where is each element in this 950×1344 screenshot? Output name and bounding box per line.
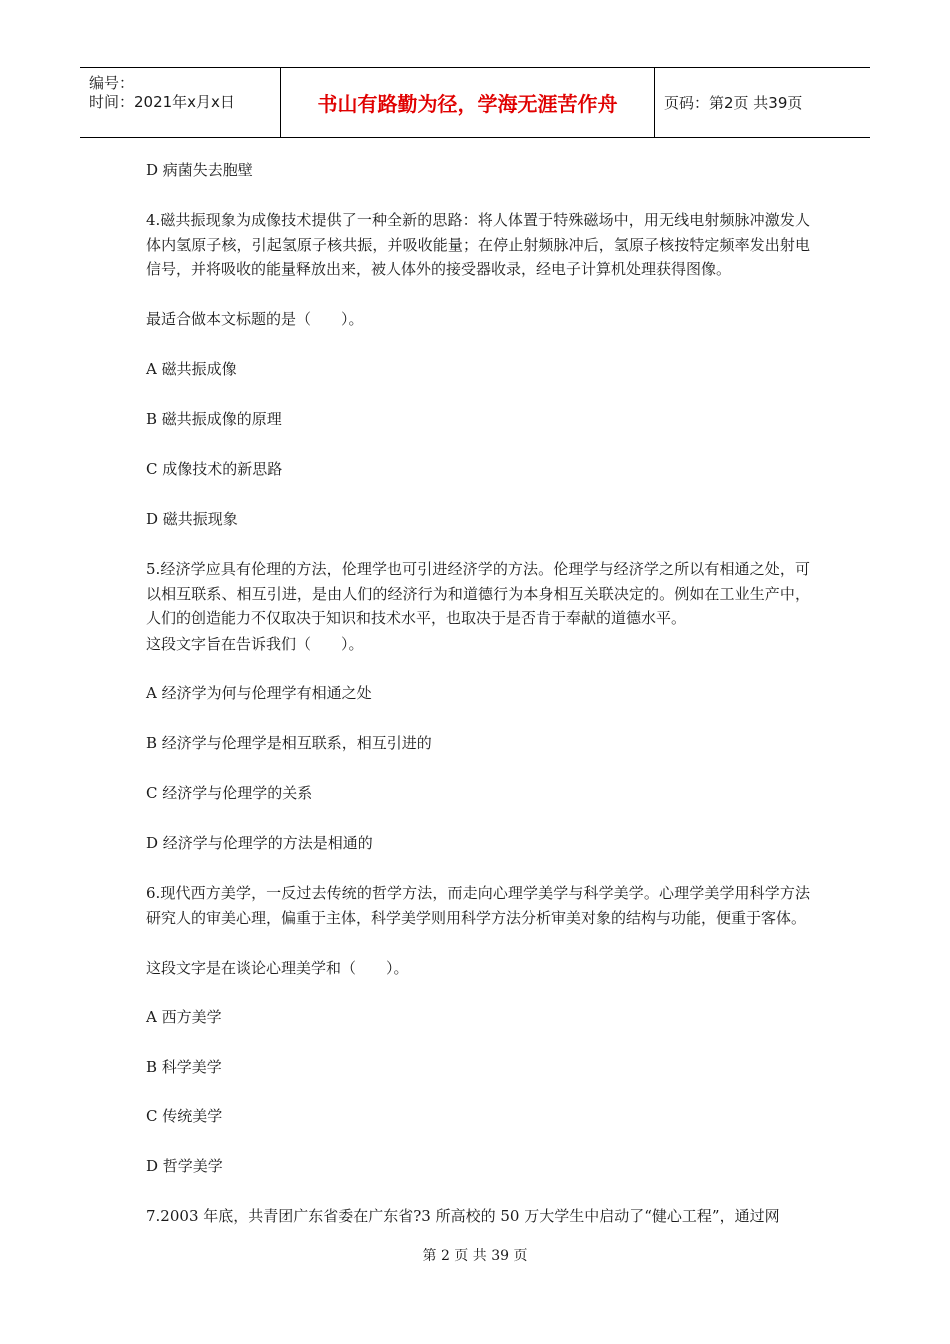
page-header bbox=[80, 67, 870, 138]
question-6-stem: 6.现代西方美学，一反过去传统的哲学方法，而走向心理学美学与科学美学。心理学美学用科学方法研究人的审美心理，偏重于主体，科学美学则用科学方法分析审美对象的结构与功能，便重于客体。 bbox=[146, 884, 810, 927]
question-4-stem: 4.磁共振现象为成像技术提供了一种全新的思路：将人体置于特殊磁场中，用无线电射频脉冲激发人体内氢原子核，引起氢原子核共振，并吸收能量；在停止射频脉冲后，氢原子核按特定频率发出射电信号，并将吸收的能量释放出来，被人体外的接受器收录，经电子计算机处理获得图像。 bbox=[146, 211, 810, 278]
question-6-option-a: A 西方美学 bbox=[146, 1008, 222, 1026]
question-4-option-d: D 磁共振现象 bbox=[146, 510, 238, 528]
document-number-label: 编号： bbox=[89, 74, 135, 92]
header-motto: 书山有路勤为径，学海无涯苦作舟 bbox=[280, 68, 655, 137]
question-5-stem: 5.经济学应具有伦理的方法，伦理学也可引进经济学的方法。伦理学与经济学之所以有相通之处，可以相互联系、相互引进，是由人们的经济行为和道德行为本身相互关联决定的。例如在工业生产中，人们的创造能力不仅取决于知识和技术水平，也取决于是否肯于奉献的道德水平。 bbox=[146, 560, 810, 627]
question-4-option-c: C 成像技术的新思路 bbox=[146, 460, 283, 478]
header-page-indicator: 页码：第2页 共39页 bbox=[664, 94, 803, 112]
question-5-option-a: A 经济学为何与伦理学有相通之处 bbox=[146, 684, 372, 702]
question-5-option-b: B 经济学与伦理学是相互联系，相互引进的 bbox=[146, 734, 432, 752]
question-5-option-c: C 经济学与伦理学的关系 bbox=[146, 784, 313, 802]
header-info-cell bbox=[80, 68, 280, 137]
question-5-option-d: D 经济学与伦理学的方法是相通的 bbox=[146, 834, 373, 852]
document-date-label: 时间：2021年x月x日 bbox=[89, 93, 235, 111]
question-6-option-d: D 哲学美学 bbox=[146, 1157, 223, 1175]
question-7-stem-start: 7.2003 年底，共青团广东省委在广东省?3 所高校的 50 万大学生中启动了“健心工程”，通过网 bbox=[146, 1207, 780, 1225]
question-6-option-c: C 传统美学 bbox=[146, 1107, 223, 1125]
question-6-prompt: 这段文字是在谈论心理美学和（ ）。 bbox=[146, 959, 409, 977]
page-footer: 第 2 页 共 39 页 bbox=[422, 1248, 528, 1264]
question-6-option-b: B 科学美学 bbox=[146, 1058, 222, 1076]
question-5-prompt: 这段文字旨在告诉我们（ ）。 bbox=[146, 635, 364, 653]
question-4-option-a: A 磁共振成像 bbox=[146, 360, 237, 378]
question-4-option-b: B 磁共振成像的原理 bbox=[146, 410, 282, 428]
prev-question-option-d: D 病菌失去胞壁 bbox=[146, 161, 253, 179]
question-4-prompt: 最适合做本文标题的是（ ）。 bbox=[146, 310, 364, 328]
